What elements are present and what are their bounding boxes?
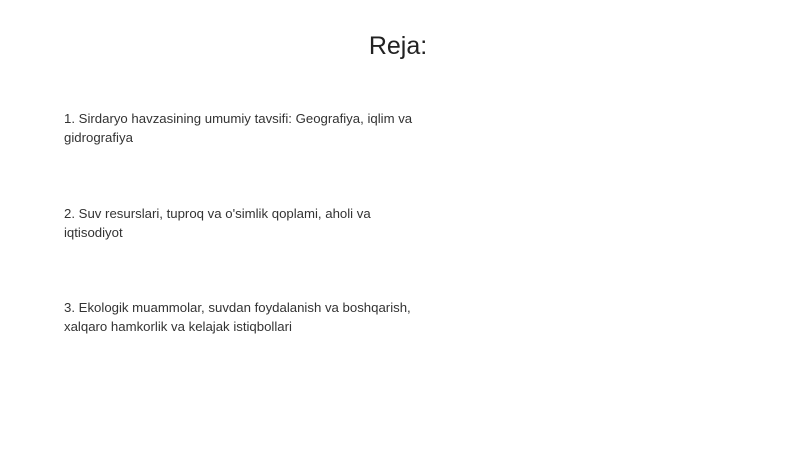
plan-item: 2. Suv resurslari, tuproq va o'simlik qoplami, aholi va iqtisodiyot bbox=[64, 206, 371, 240]
plan-item: 3. Ekologik muammolar, suvdan foydalanish va boshqarish, xalqaro hamkorlik va kelajak istiqbollari bbox=[64, 300, 411, 334]
plan-item: 1. Sirdaryo havzasining umumiy tavsifi: Geografiya, iqlim va gidrografiya bbox=[64, 111, 413, 145]
slide-title: Reja: bbox=[368, 32, 428, 60]
